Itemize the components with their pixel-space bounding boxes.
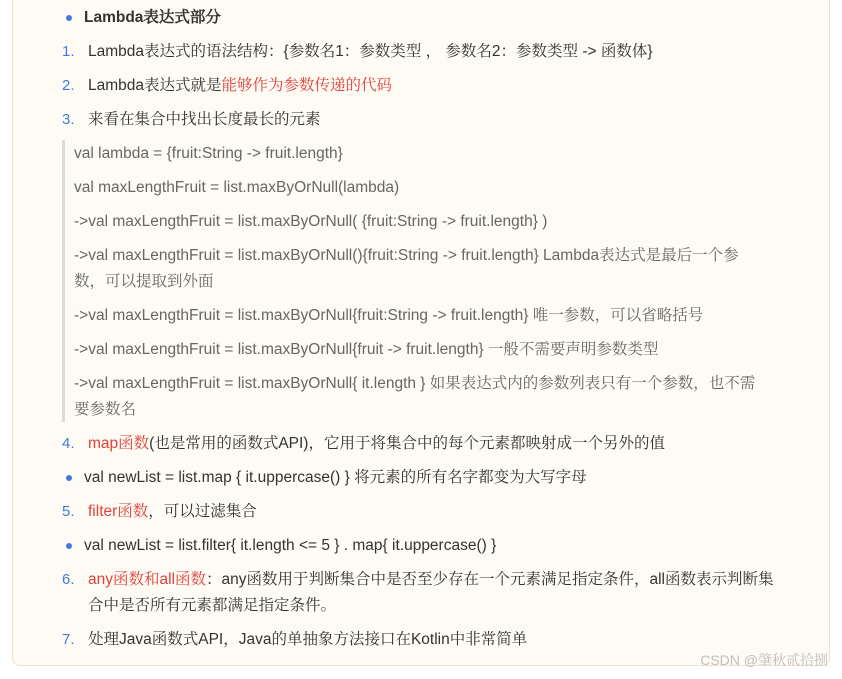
list-item-text: Lambda表达式就是	[88, 77, 222, 94]
list-item-text: (也是常用的函数式API)，它用于将集合中的每个元素都映射成一个另外的值	[149, 435, 665, 452]
list-item-text: Lambda表达式的语法结构：{参数名1：参数类型 ， 参数名2：参数类型 -> 函数体}	[88, 43, 653, 60]
quote-line: ->val maxLengthFruit = list.maxByOrNull{ it.length } 如果表达式内的参数列表只有一个参数，也不需	[74, 375, 756, 392]
list-item	[88, 499, 257, 525]
quote-line: 要参数名	[74, 401, 137, 418]
highlight-text: any函数和all函数	[88, 571, 206, 588]
bullet-dot	[66, 543, 72, 549]
bullet-dot	[66, 15, 72, 21]
quote-line: 数，可以提取到外面	[74, 273, 214, 290]
list-item-text: ，可以过滤集合	[148, 503, 257, 520]
list-item-text: 来看在集合中找出长度最长的元素	[88, 111, 321, 128]
list-item-text: ：any函数用于判断集合中是否至少存在一个元素满足指定条件，all函数表示判断集	[206, 571, 774, 588]
quote-line: ->val maxLengthFruit = list.maxByOrNull{fruit -> fruit.length} 一般不需要声明参数类型	[74, 341, 659, 358]
list-number: 1.	[62, 43, 75, 60]
list-number: 7.	[62, 631, 75, 648]
quote-line: ->val maxLengthFruit = list.maxByOrNull( {fruit:String -> fruit.length} )	[74, 213, 548, 230]
highlight-text: filter函数	[88, 503, 149, 520]
list-item	[88, 431, 665, 457]
bullet-item-text: val newList = list.filter{ it.length <= 5 } . map{ it.uppercase() }	[84, 537, 497, 554]
bullet-dot	[66, 475, 72, 481]
quote-line: val lambda = {fruit:String -> fruit.length}	[74, 145, 343, 162]
quote-line: ->val maxLengthFruit = list.maxByOrNull{fruit:String -> fruit.length} 唯一参数，可以省略括号	[74, 307, 704, 324]
list-number: 4.	[62, 435, 75, 452]
list-item	[88, 567, 774, 593]
section-title: Lambda表达式部分	[84, 9, 221, 26]
list-number: 3.	[62, 111, 75, 128]
list-number: 2.	[62, 77, 75, 94]
quote-line: val maxLengthFruit = list.maxByOrNull(lambda)	[74, 179, 400, 196]
highlight-text: map函数	[88, 435, 150, 452]
list-number: 5.	[62, 503, 75, 520]
quote-line: ->val maxLengthFruit = list.maxByOrNull(){fruit:String -> fruit.length} Lambda表达式是最后一个参	[74, 247, 739, 264]
list-item	[88, 73, 392, 99]
bullet-item-text: val newList = list.map { it.uppercase() } 将元素的所有名字都变为大写字母	[84, 469, 587, 486]
highlight-text: 能够作为参数传递的代码	[221, 77, 393, 94]
list-number: 6.	[62, 571, 75, 588]
csdn-watermark: CSDN @肇秋贰拾捌	[700, 652, 828, 668]
list-item-text: 处理Java函数式API，Java的单抽象方法接口在Kotlin中非常简单	[88, 631, 528, 648]
list-item-text: 合中是否所有元素都满足指定条件。	[88, 597, 337, 614]
